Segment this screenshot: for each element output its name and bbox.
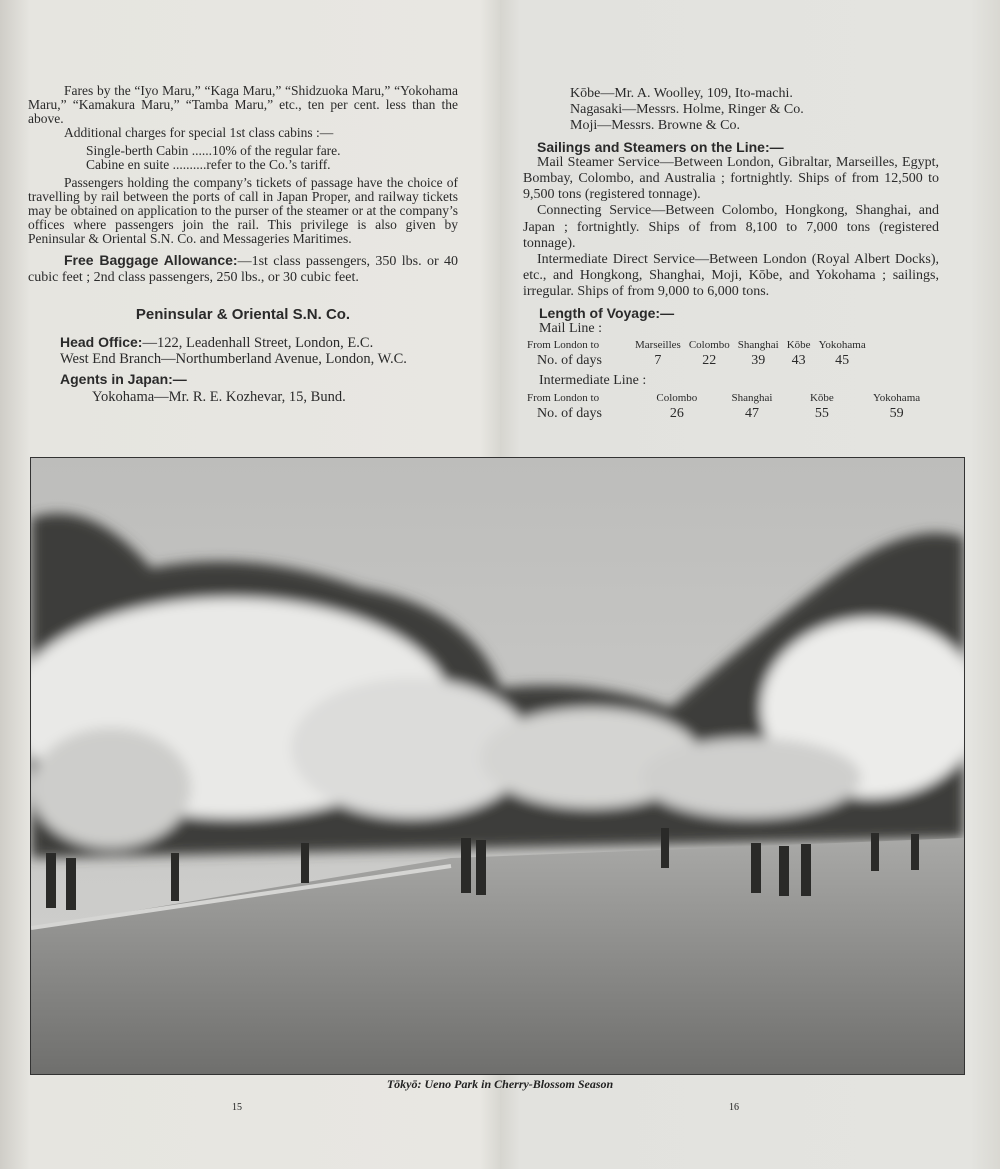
agent-moji: Moji—Messrs. Browne & Co. bbox=[570, 118, 740, 134]
intermediate-line-table bbox=[523, 390, 939, 422]
baggage-paragraph bbox=[28, 252, 458, 286]
right-column bbox=[523, 86, 939, 422]
days-label: No. of days bbox=[537, 405, 602, 421]
port: Colombo bbox=[688, 339, 730, 352]
days: 22 bbox=[702, 353, 717, 369]
west-end-branch: West End Branch—Northumberland Avenue, London, W.C. bbox=[60, 351, 407, 367]
days: 39 bbox=[751, 353, 766, 369]
days: 47 bbox=[745, 405, 760, 421]
intermediate-line-label: Intermediate Line : bbox=[539, 373, 647, 389]
rail-paragraph: Passengers holding the company’s tickets of passage have the choice of travelling by rail between the ports of call in Japan Proper, and railway tickets may be obtained on application to the purser of the steamer or at the company’s offices where passengers join the rail. This privilege is also given by Peninsular & Oriental S.N. Co. and Messageries Maritimes. bbox=[28, 175, 458, 246]
company-heading: Peninsular & Oriental S.N. Co. bbox=[135, 306, 351, 323]
head-office bbox=[28, 334, 458, 351]
port: Marseilles bbox=[635, 339, 681, 352]
days: 7 bbox=[654, 353, 662, 369]
mail-line-table bbox=[523, 337, 870, 369]
page-number-left: 15 bbox=[232, 1102, 242, 1113]
cabin-single: Single-berth Cabin ......10% of the regular fare. bbox=[86, 143, 341, 158]
agents-heading: Agents in Japan:— bbox=[60, 371, 187, 387]
mail-line-label: Mail Line : bbox=[539, 320, 602, 336]
port: Yokohama bbox=[818, 339, 866, 352]
left-column bbox=[28, 84, 458, 405]
sailings-heading: Sailings and Steamers on the Line:— bbox=[537, 138, 784, 155]
from-label: From London to bbox=[527, 339, 600, 352]
from-label: From London to bbox=[527, 391, 600, 404]
days: 43 bbox=[791, 353, 806, 369]
cabin-suite: Cabine en suite ..........refer to the Co.’s tariff. bbox=[86, 157, 331, 172]
mail-service-paragraph: Mail Steamer Service—Between London, Gibraltar, Marseilles, Egypt, Bombay, Colombo, and Australia ; fortnightly. Ships of from 12,500 to 9,500 tons (registered tonnage). bbox=[523, 154, 939, 203]
port: Shanghai bbox=[731, 391, 773, 404]
voyage-heading: Length of Voyage:— bbox=[539, 304, 675, 321]
days: 55 bbox=[814, 405, 829, 421]
days-label: No. of days bbox=[537, 353, 602, 369]
head-office-label: Head Office: bbox=[60, 334, 143, 350]
fares-paragraph: Fares by the “Iyo Maru,” “Kaga Maru,” “Shidzuoka Maru,” “Yokohama Maru,” “Kamakura Maru,” “Tamba Maru,” etc., ten per cent. less than the above. bbox=[28, 83, 458, 126]
port: Yokohama bbox=[872, 391, 921, 404]
baggage-text: —1st class passengers, 350 lbs. or 40 cubic feet ; 2nd class passengers, 250 lbs., or 30 cubic feet. bbox=[28, 254, 458, 285]
port: Kōbe bbox=[786, 339, 811, 352]
ueno-park-photograph bbox=[30, 457, 965, 1075]
connecting-service-paragraph: Connecting Service—Between Colombo, Hongkong, Shanghai, and Japan ; fortnightly. Ships of from 8,100 to 7,000 tons (registered tonnage). bbox=[523, 203, 939, 251]
additional-charges: Additional charges for special 1st class cabins :— bbox=[64, 125, 334, 140]
intermediate-service-paragraph: Intermediate Direct Service—Between London (Royal Albert Docks), etc., and Hongkong, Shanghai, Moji, Kōbe, and Yokohama ; sailings, irregular. Ships of from 9,000 to 6,000 tons. bbox=[523, 252, 939, 300]
days: 59 bbox=[889, 405, 904, 421]
port: Shanghai bbox=[737, 339, 779, 352]
head-office-text: —122, Leadenhall Street, London, E.C. bbox=[142, 335, 374, 351]
days: 26 bbox=[669, 405, 684, 421]
agent-kobe: Kōbe—Mr. A. Woolley, 109, Ito-machi. bbox=[570, 86, 793, 101]
days: 45 bbox=[835, 353, 850, 369]
agent-nagasaki: Nagasaki—Messrs. Holme, Ringer & Co. bbox=[570, 102, 804, 118]
port: Colombo bbox=[656, 391, 698, 404]
baggage-label: Free Baggage Allowance: bbox=[64, 252, 238, 268]
page-number-right: 16 bbox=[729, 1102, 739, 1113]
port: Kōbe bbox=[809, 391, 834, 404]
agent-yokohama: Yokohama—Mr. R. E. Kozhevar, 15, Bund. bbox=[92, 389, 346, 405]
photo-caption: Tōkyō: Ueno Park in Cherry-Blossom Season bbox=[386, 1077, 614, 1091]
